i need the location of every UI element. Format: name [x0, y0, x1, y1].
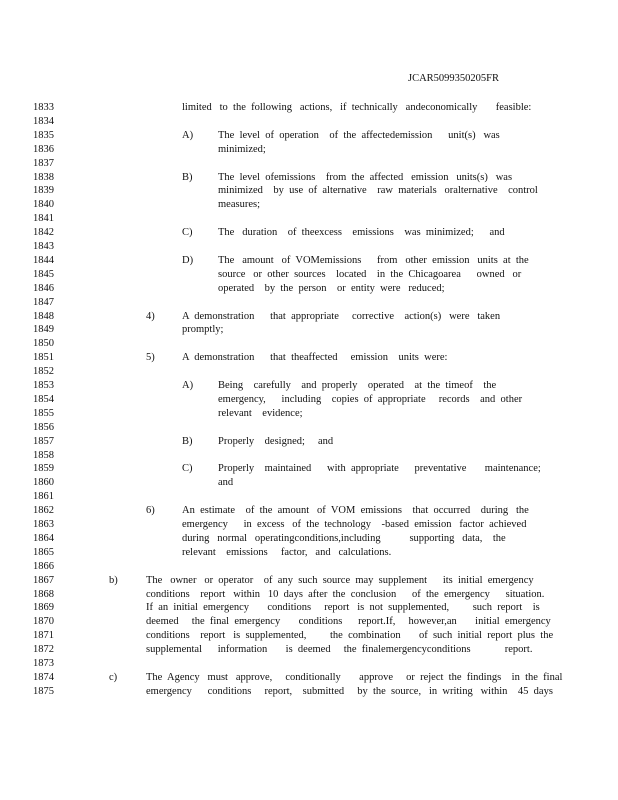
line-number: 1840 — [33, 199, 54, 211]
line-number: 1869 — [33, 602, 54, 614]
line-number: 1853 — [33, 380, 54, 391]
line-number: 1868 — [33, 588, 54, 600]
paragraph-line: emergency, including copies of appropriate records and other — [218, 393, 523, 405]
line-number: 1870 — [33, 616, 54, 628]
paragraph-line: limited to the following actions, if technically andeconomically feasible: — [182, 102, 532, 113]
paragraph-line: The Agency must approve, conditionally approve or reject the findings in the final — [146, 671, 563, 683]
line-number: 1854 — [33, 393, 54, 405]
paragraph-line: measures; — [218, 199, 260, 211]
paragraph-line: Properly maintained with appropriate preventative maintenance; — [218, 463, 541, 475]
line-number: 1871 — [33, 630, 54, 642]
paragraph-line: The level of operation of the affectedemission unit(s) was — [218, 129, 500, 141]
line-number: 1835 — [33, 129, 54, 141]
line-number: 1860 — [33, 477, 54, 489]
line-number: 1873 — [33, 658, 54, 669]
paragraph-line: promptly; — [182, 324, 224, 336]
item-label: A) — [182, 380, 194, 391]
paragraph-line: supplemental information is deemed the finalemergencyconditions report. — [146, 644, 533, 656]
paragraph-line: Properly designed; and — [218, 435, 334, 447]
paragraph-line: emergency in excess of the technology -based emission factor achieved — [182, 519, 527, 530]
paragraph-line: source or other sources located in the Chicagoarea owned or — [218, 268, 522, 280]
item-label: B) — [182, 435, 193, 447]
paragraph-line: emergency conditions report, submitted by the source, in writing within 45 days — [146, 685, 553, 697]
paragraph-line: If an initial emergency conditions report is not supplemented, such report is — [146, 602, 540, 614]
paragraph-line: A demonstration that theaffected emission units were: — [182, 352, 448, 364]
paragraph-line: during normal operatingconditions,including supporting data, the — [182, 532, 506, 544]
paragraph-line: and — [218, 477, 234, 489]
line-number: 1863 — [33, 519, 54, 530]
item-label: A) — [182, 129, 194, 141]
item-label: 6) — [146, 505, 155, 517]
line-number: 1843 — [33, 241, 54, 252]
line-number: 1849 — [33, 324, 54, 336]
line-number: 1837 — [33, 157, 54, 169]
paragraph-line: conditions report within 10 days after the conclusion of the emergency situation. — [146, 588, 545, 600]
line-number: 1851 — [33, 352, 54, 364]
line-number: 1841 — [33, 213, 54, 225]
line-number: 1867 — [33, 574, 54, 586]
line-number: 1846 — [33, 282, 54, 294]
line-number: 1852 — [33, 366, 54, 378]
paragraph-line: minimized by use of alternative raw materials oralternative control — [218, 185, 538, 197]
paragraph-line: operated by the person or entity were reduced; — [218, 282, 445, 294]
paragraph-line: The owner or operator of any such source may supplement its initial emergency — [146, 574, 534, 586]
item-label: 4) — [146, 310, 155, 322]
paragraph-line: minimized; — [218, 143, 266, 155]
line-number: 1842 — [33, 227, 54, 239]
line-number: 1859 — [33, 463, 54, 475]
line-number: 1874 — [33, 671, 54, 683]
line-number: 1833 — [33, 102, 54, 113]
item-label: C) — [182, 227, 193, 239]
paragraph-line: relevant evidence; — [218, 407, 303, 419]
item-label: 5) — [146, 352, 155, 364]
line-number: 1844 — [33, 254, 54, 266]
line-number: 1861 — [33, 491, 54, 503]
line-number: 1850 — [33, 338, 54, 350]
item-label: D) — [182, 254, 194, 266]
line-number: 1864 — [33, 532, 54, 544]
item-label: b) — [109, 574, 118, 586]
item-label: B) — [182, 171, 193, 183]
line-number: 1866 — [33, 560, 54, 572]
line-number: 1872 — [33, 644, 54, 656]
line-number: 1875 — [33, 685, 54, 697]
line-number: 1834 — [33, 115, 54, 127]
paragraph-line: An estimate of the amount of VOM emissions that occurred during the — [182, 505, 529, 517]
line-number: 1838 — [33, 171, 54, 183]
item-label: C) — [182, 463, 193, 475]
paragraph-line: conditions report is supplemented, the combination of such initial report plus the — [146, 630, 554, 642]
line-number: 1865 — [33, 546, 54, 558]
line-number: 1847 — [33, 296, 54, 308]
line-number: 1862 — [33, 505, 54, 517]
line-number: 1858 — [33, 449, 54, 461]
line-number: 1839 — [33, 185, 54, 197]
paragraph-line: A demonstration that appropriate corrective action(s) were taken — [182, 310, 501, 322]
line-number: 1855 — [33, 407, 54, 419]
document-header: JCAR5099350205FR — [408, 73, 500, 84]
line-number: 1845 — [33, 268, 54, 280]
line-number: 1856 — [33, 421, 54, 433]
paragraph-line: The level ofemissions from the affected emission units(s) was — [218, 171, 513, 183]
item-label: c) — [109, 671, 118, 683]
paragraph-line: The amount of VOMemissions from other emission units at the — [218, 254, 529, 266]
paragraph-line: Being carefully and properly operated at the timeof the — [218, 380, 497, 391]
paragraph-line: relevant emissions factor, and calculations. — [182, 546, 392, 558]
paragraph-line: The duration of theexcess emissions was minimized; and — [218, 227, 505, 239]
line-number: 1836 — [33, 143, 54, 155]
line-number: 1857 — [33, 435, 54, 447]
paragraph-line: deemed the final emergency conditions report.If, however,an initial emergency — [146, 616, 551, 628]
line-number: 1848 — [33, 310, 54, 322]
